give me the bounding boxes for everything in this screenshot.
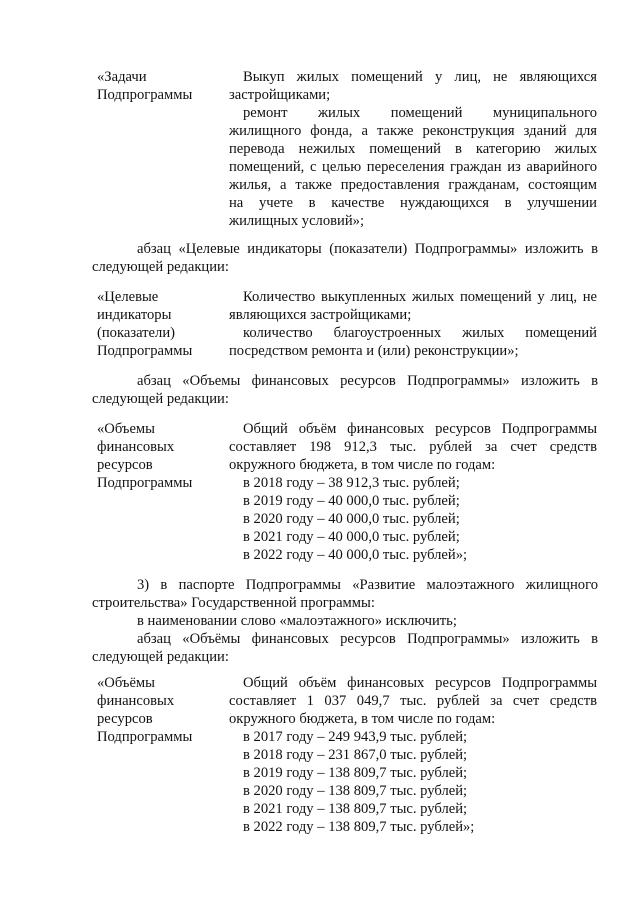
text-line: Количество выкупленных жилых помещений у лиц, не xyxy=(243,289,597,305)
text-line: абзац «Объемы финансовых ресурсов Подпрограммы» изложить в xyxy=(137,373,598,389)
label-line: «Задачи xyxy=(97,69,147,85)
text-line: в 2022 году – 40 000,0 тыс. рублей»; xyxy=(243,547,468,563)
label-line: Подпрограммы xyxy=(97,729,193,745)
text-line: жилья, а также предоставления гражданам, состоящим xyxy=(229,177,597,193)
label-line: «Объемы xyxy=(97,421,155,437)
text-line: в 2020 году – 40 000,0 тыс. рублей; xyxy=(243,511,460,527)
label-line: ресурсов xyxy=(97,457,153,473)
text-line: на учете в качестве нуждающихся в улучшении xyxy=(229,195,597,211)
text-line: застройщиками; xyxy=(229,87,331,103)
volumes-label-2 xyxy=(97,674,222,746)
label-line: ресурсов xyxy=(97,711,153,727)
tasks-label xyxy=(97,68,222,104)
text-line: жилищного фонда, а также реконструкция зданий для xyxy=(229,123,597,139)
text-line: следующей редакции: xyxy=(92,391,229,407)
text-line: являющихся застройщиками; xyxy=(229,307,412,323)
label-line: «Целевые xyxy=(97,289,159,305)
text-line: в 2022 году – 138 809,7 тыс. рублей»; xyxy=(243,819,475,835)
label-line: финансовых xyxy=(97,693,175,709)
text-line: в 2021 году – 40 000,0 тыс. рублей; xyxy=(243,529,460,545)
text-line: окружного бюджета, в том числе по годам: xyxy=(229,457,496,473)
label-line: «Объёмы xyxy=(97,675,155,691)
text-line: в 2017 году – 249 943,9 тыс. рублей; xyxy=(243,729,468,745)
label-line: Подпрограммы xyxy=(97,87,193,103)
text-line: Выкуп жилых помещений у лиц, не являющихся xyxy=(243,69,597,85)
volumes-label xyxy=(97,420,222,492)
text-line: строительства» Государственной программы: xyxy=(92,595,375,611)
text-line: окружного бюджета, в том числе по годам: xyxy=(229,711,496,727)
indicators-value xyxy=(229,288,597,360)
text-line: в наименовании слово «малоэтажного» исключить; xyxy=(137,613,457,629)
text-line: в 2020 году – 138 809,7 тыс. рублей; xyxy=(243,783,468,799)
text-line: составляет 1 037 049,7 тыс. рублей за счет средств xyxy=(229,693,597,709)
label-line: индикаторы xyxy=(97,307,172,323)
label-line: финансовых xyxy=(97,439,175,455)
paragraph-indicators xyxy=(92,240,598,276)
text-line: Общий объём финансовых ресурсов Подпрограммы xyxy=(243,421,597,437)
paragraph-volumes xyxy=(92,372,598,408)
volumes-value xyxy=(229,420,597,564)
tasks-value xyxy=(229,68,597,230)
volumes-value-2 xyxy=(229,674,597,836)
text-line: в 2021 году – 138 809,7 тыс. рублей; xyxy=(243,801,468,817)
paragraph-amendment xyxy=(92,576,598,666)
text-line: количество благоустроенных жилых помещений xyxy=(243,325,597,341)
text-line: следующей редакции: xyxy=(92,259,229,275)
text-line: помещений, с целью переселения граждан из аварийного xyxy=(229,159,597,175)
text-line: ремонт жилых помещений муниципального xyxy=(243,105,597,121)
text-line: посредством ремонта и (или) реконструкции»; xyxy=(229,343,519,359)
label-line: Подпрограммы xyxy=(97,475,193,491)
text-line: перевода нежилых помещений в категорию жилых xyxy=(229,141,597,157)
text-line: в 2018 году – 38 912,3 тыс. рублей; xyxy=(243,475,460,491)
label-line: Подпрограммы xyxy=(97,343,193,359)
indicators-label xyxy=(97,288,222,360)
text-line: в 2019 году – 138 809,7 тыс. рублей; xyxy=(243,765,468,781)
label-line: (показатели) xyxy=(97,325,175,341)
text-line: абзац «Объёмы финансовых ресурсов Подпрограммы» изложить в xyxy=(137,631,598,647)
text-line: следующей редакции: xyxy=(92,649,229,665)
text-line: в 2019 году – 40 000,0 тыс. рублей; xyxy=(243,493,460,509)
text-line: абзац «Целевые индикаторы (показатели) Подпрограммы» изложить в xyxy=(137,241,598,257)
text-line: Общий объём финансовых ресурсов Подпрограммы xyxy=(243,675,597,691)
text-line: в 2018 году – 231 867,0 тыс. рублей; xyxy=(243,747,468,763)
text-line: жилищных условий»; xyxy=(229,213,364,229)
text-line: 3) в паспорте Подпрограммы «Развитие малоэтажного жилищного xyxy=(137,577,598,593)
text-line: составляет 198 912,3 тыс. рублей за счет средств xyxy=(229,439,597,455)
